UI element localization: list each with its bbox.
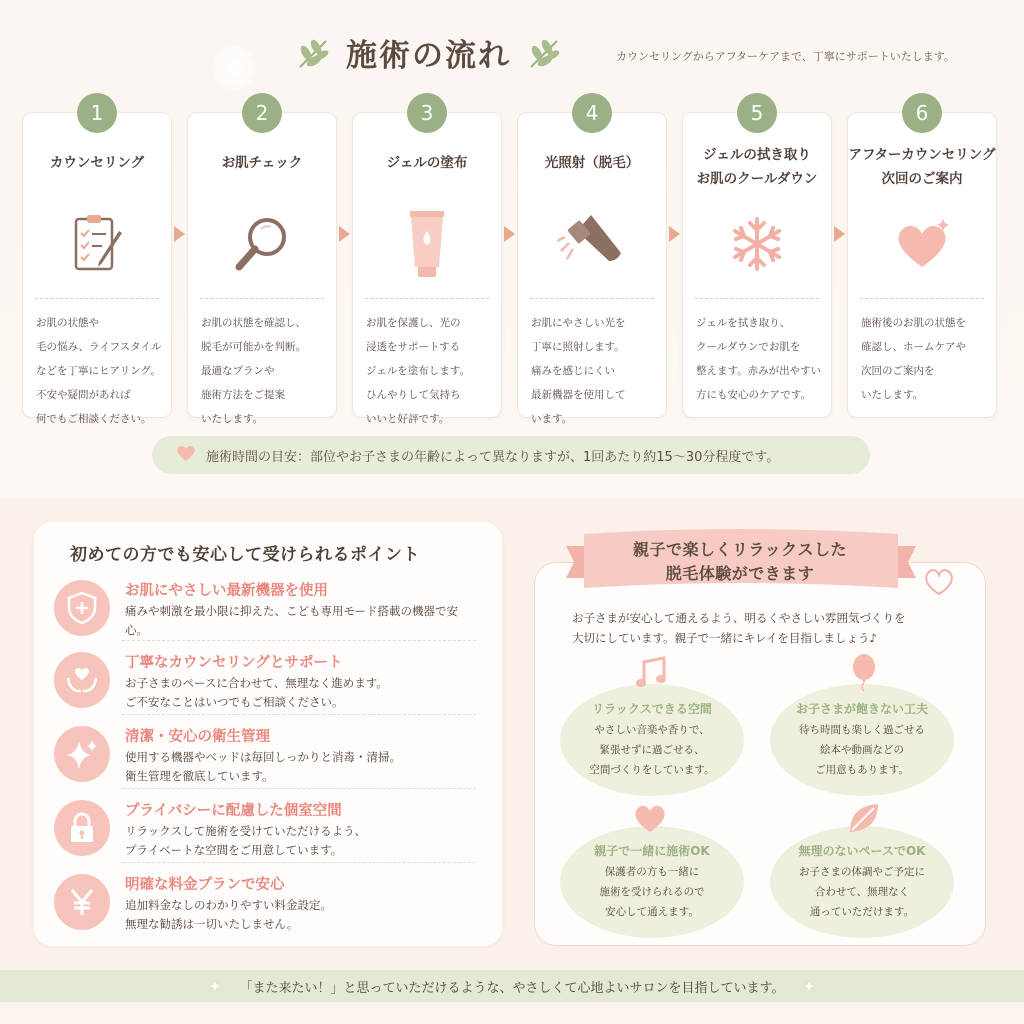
leaf-icon bbox=[525, 33, 565, 73]
bubble-title: リラックスできる空間 bbox=[592, 702, 712, 716]
step-title: お肌チェック bbox=[221, 155, 303, 171]
step-number: 3 bbox=[407, 93, 447, 133]
point-description: 痛みや刺激を最小限に抑えた、こども専用モード搭載の機器で安心。 bbox=[125, 604, 459, 637]
bubble-description: やさしい音楽や香りで、 緊張せずに過ごせる、 空間づくりをしています。 bbox=[589, 724, 715, 776]
arrow-right-icon bbox=[339, 226, 350, 242]
step-title: ジェルの塗布 bbox=[386, 155, 468, 171]
step-title: ジェルの拭き取り お肌のクールダウン bbox=[696, 147, 818, 187]
point-item bbox=[54, 720, 476, 792]
step-number: 4 bbox=[572, 93, 612, 133]
footer-banner bbox=[0, 970, 1024, 1002]
point-item bbox=[54, 646, 476, 718]
decorative-glow bbox=[212, 46, 256, 90]
point-title: 丁寧なカウンセリングとサポート bbox=[125, 655, 343, 671]
sparkle-icon: ✦ bbox=[802, 976, 816, 996]
point-description: 追加料金なしのわかりやすい料金設定。 無理な勧誘は一切いたしません。 bbox=[125, 898, 332, 931]
leaf-icon bbox=[292, 33, 332, 73]
step-card-6 bbox=[847, 101, 997, 418]
point-item bbox=[54, 794, 476, 866]
points-title: 初めての方でも安心して受けられるポイント bbox=[70, 545, 420, 565]
heart-icon bbox=[176, 444, 196, 466]
header bbox=[0, 22, 1024, 82]
step-number: 2 bbox=[242, 93, 282, 133]
family-intro: お子さまが安心して通えるよう、明るくやさしい雰囲気づくりを 大切にしています。親子で一緒にキレイを目指しましょう♪ bbox=[572, 611, 906, 645]
heart-icon bbox=[630, 798, 670, 838]
bubble-title: 無理のないペースでOK bbox=[798, 844, 926, 858]
step-card-3 bbox=[352, 101, 502, 425]
point-item bbox=[54, 868, 476, 940]
step-card-5 bbox=[682, 101, 832, 418]
magnifier-icon bbox=[227, 209, 297, 279]
balloon-icon bbox=[844, 652, 884, 692]
page-subtitle: カウンセリングからアフターケアまで、丁寧にサポートいたします。 bbox=[616, 50, 955, 63]
step-card-1 bbox=[22, 101, 172, 425]
time-note bbox=[152, 436, 870, 474]
yen-icon bbox=[54, 874, 110, 930]
bubble-description: 待ち時間も楽しく過ごせる 絵本や動画などの ご用意もあります。 bbox=[799, 724, 925, 776]
point-description: 使用する機器やベッドは毎回しっかりと消毒・清掃。 衛生管理を徹底しています。 bbox=[125, 750, 401, 783]
step-flow bbox=[22, 92, 1002, 425]
bubble-title: お子さまが飽きない工夫 bbox=[795, 702, 928, 716]
point-item bbox=[54, 574, 476, 646]
gel-tube-icon bbox=[392, 209, 462, 279]
step-description: お肌にやさしい光を 丁寧に照射します。 痛みを感じにくい 最新機器を使用して います。 bbox=[531, 317, 626, 425]
footer-text: 「また来たい！」と思っていただけるような、やさしくて心地よいサロンを目指しています。 bbox=[239, 980, 785, 996]
laser-device-icon bbox=[557, 209, 627, 279]
step-number: 1 bbox=[77, 93, 117, 133]
step-title: アフターカウンセリング 次回のご案内 bbox=[848, 147, 996, 187]
points-card bbox=[34, 522, 502, 946]
step-description: お肌の状態を確認し、 脱毛が可能かを判断。 最適なプランや 施術方法をご提案 いたします。 bbox=[201, 317, 306, 425]
bubble-description: お子さまの体調やご予定に 合わせて、無理なく 通っていただけます。 bbox=[799, 866, 925, 918]
step-description: お肌の状態や 毛の悩み、ライフスタイル などを丁寧にヒアリング。 不安や疑問があれば 何でもご相談ください。 bbox=[36, 317, 162, 425]
lock-icon bbox=[54, 800, 110, 856]
point-title: お肌にやさしい最新機器を使用 bbox=[125, 583, 328, 599]
clipboard-icon bbox=[62, 209, 132, 279]
arrow-right-icon bbox=[504, 226, 515, 242]
arrow-right-icon bbox=[174, 226, 185, 242]
shield-plus-icon bbox=[54, 580, 110, 636]
heart-outline-icon bbox=[922, 566, 956, 598]
leaf-icon bbox=[844, 798, 884, 838]
heart-icon bbox=[887, 209, 957, 279]
step-number: 5 bbox=[737, 93, 777, 133]
hands-heart-icon bbox=[54, 652, 110, 708]
step-description: 施術後のお肌の状態を 確認し、ホームケアや 次回のご案内を いたします。 bbox=[861, 317, 966, 401]
step-card-4 bbox=[517, 101, 667, 425]
point-title: プライバシーに配慮した個室空間 bbox=[125, 803, 342, 819]
arrow-right-icon bbox=[834, 226, 845, 242]
point-title: 清潔・安心の衛生管理 bbox=[125, 729, 270, 745]
point-description: お子さまのペースに合わせて、無理なく進めます。 ご不安なことはいつでもご相談ください。 bbox=[125, 676, 388, 709]
arrow-right-icon bbox=[669, 226, 680, 242]
bubble-title: 親子で一緒に施術OK bbox=[594, 844, 710, 858]
step-title: 光照射（脱毛） bbox=[544, 155, 640, 171]
step-card-2 bbox=[187, 101, 337, 425]
time-note-text: 施術時間の目安：部位やお子さまの年齢によって異なりますが、1回あたり約15〜30分程度です。 bbox=[206, 449, 780, 465]
snowflake-icon bbox=[722, 209, 792, 279]
point-title: 明確な料金プランで安心 bbox=[125, 877, 285, 893]
step-description: お肌を保護し、光の 浸透をサポートする ジェルを塗布します。 ひんやりして気持ち いいと好評です。 bbox=[366, 317, 470, 425]
step-description: ジェルを拭き取り、 クールダウンでお肌を 整えます。赤みが出やすい 方にも安心のケアです。 bbox=[696, 317, 822, 401]
sparkle-icon: ✦ bbox=[208, 976, 222, 996]
music-note-icon bbox=[632, 654, 672, 694]
page-title: 施術の流れ bbox=[346, 38, 511, 74]
bubble-description: 保護者の方も一緒に 施術を受けられるので 安心して通えます。 bbox=[599, 866, 705, 918]
point-description: リラックスして施術を受けていただけるよう、 プライベートな空間をご用意しています。 bbox=[125, 824, 367, 857]
ribbon-title: 親子で楽しくリラックスした 脱毛体験ができます bbox=[632, 540, 848, 583]
sparkle-icon bbox=[54, 726, 110, 782]
step-number: 6 bbox=[902, 93, 942, 133]
step-title: カウンセリング bbox=[49, 155, 145, 171]
